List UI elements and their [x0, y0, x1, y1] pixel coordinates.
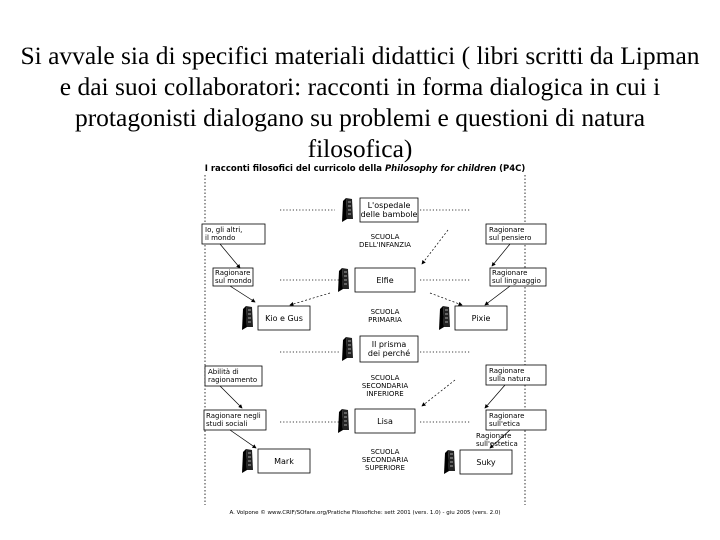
book-ospedale: L'ospedale delle bambole — [360, 201, 418, 219]
book-pixie: Pixie — [471, 314, 491, 323]
label-estetica: Ragionare sull'estetica — [476, 432, 518, 448]
slide-title: Si avvale sia di specifici materiali didattici ( libri scritti da Lipman e dai suoi collaboratori: racconti in forma dialogica in cui i protagonisti dialogano su problemi e questioni di natura filosofica) — [20, 41, 700, 163]
diagram-title-italic: Philosophy for children — [384, 164, 497, 174]
diagram-footer: A. Volpone © www.CRIF/SOfare.org/Pratiche Filosofiche: sett 2001 (vers. 1.0) - giu 2005 (vers. 2.0) — [229, 510, 501, 516]
label-abilita: Abilità di ragionamento — [208, 368, 258, 384]
diagram-title-pre: I racconti filosofici del curricolo della — [204, 164, 385, 174]
label-natura: Ragionare sulla natura — [489, 367, 531, 383]
label-studi-sociali: Ragionare negli studi sociali — [206, 412, 261, 428]
book-mark: Mark — [274, 457, 294, 466]
book-lisa: Lisa — [377, 417, 393, 426]
label-pensiero: Ragionare sul pensiero — [489, 226, 532, 242]
book-kio-e-gus: Kio e Gus — [265, 314, 303, 323]
book-elfie: Elfie — [376, 276, 394, 285]
school-secondaria-superiore: SCUOLA SECONDARIA SUPERIORE — [361, 448, 409, 472]
school-secondaria-inferiore: SCUOLA SECONDARIA INFERIORE — [361, 374, 409, 398]
book-suky: Suky — [476, 458, 496, 467]
school-primaria: SCUOLA PRIMARIA — [368, 308, 402, 324]
diagram-title — [180, 164, 550, 174]
label-linguaggio: Ragionare sul linguaggio — [492, 269, 541, 285]
label-ragionare-mondo: Ragionare sul mondo — [215, 269, 252, 285]
label-etica: Ragionare sull'etica — [489, 412, 525, 428]
label-io-gli-altri: Io, gli altri, il mondo — [205, 226, 243, 242]
diagram-title-post: (P4C) — [496, 164, 526, 174]
left-label-boxes — [202, 224, 266, 430]
p4c-curriculum-diagram — [180, 160, 550, 525]
book-prisma: Il prisma dei perché — [367, 340, 411, 358]
school-infanzia: SCUOLA DELL'INFANZIA — [359, 233, 411, 249]
